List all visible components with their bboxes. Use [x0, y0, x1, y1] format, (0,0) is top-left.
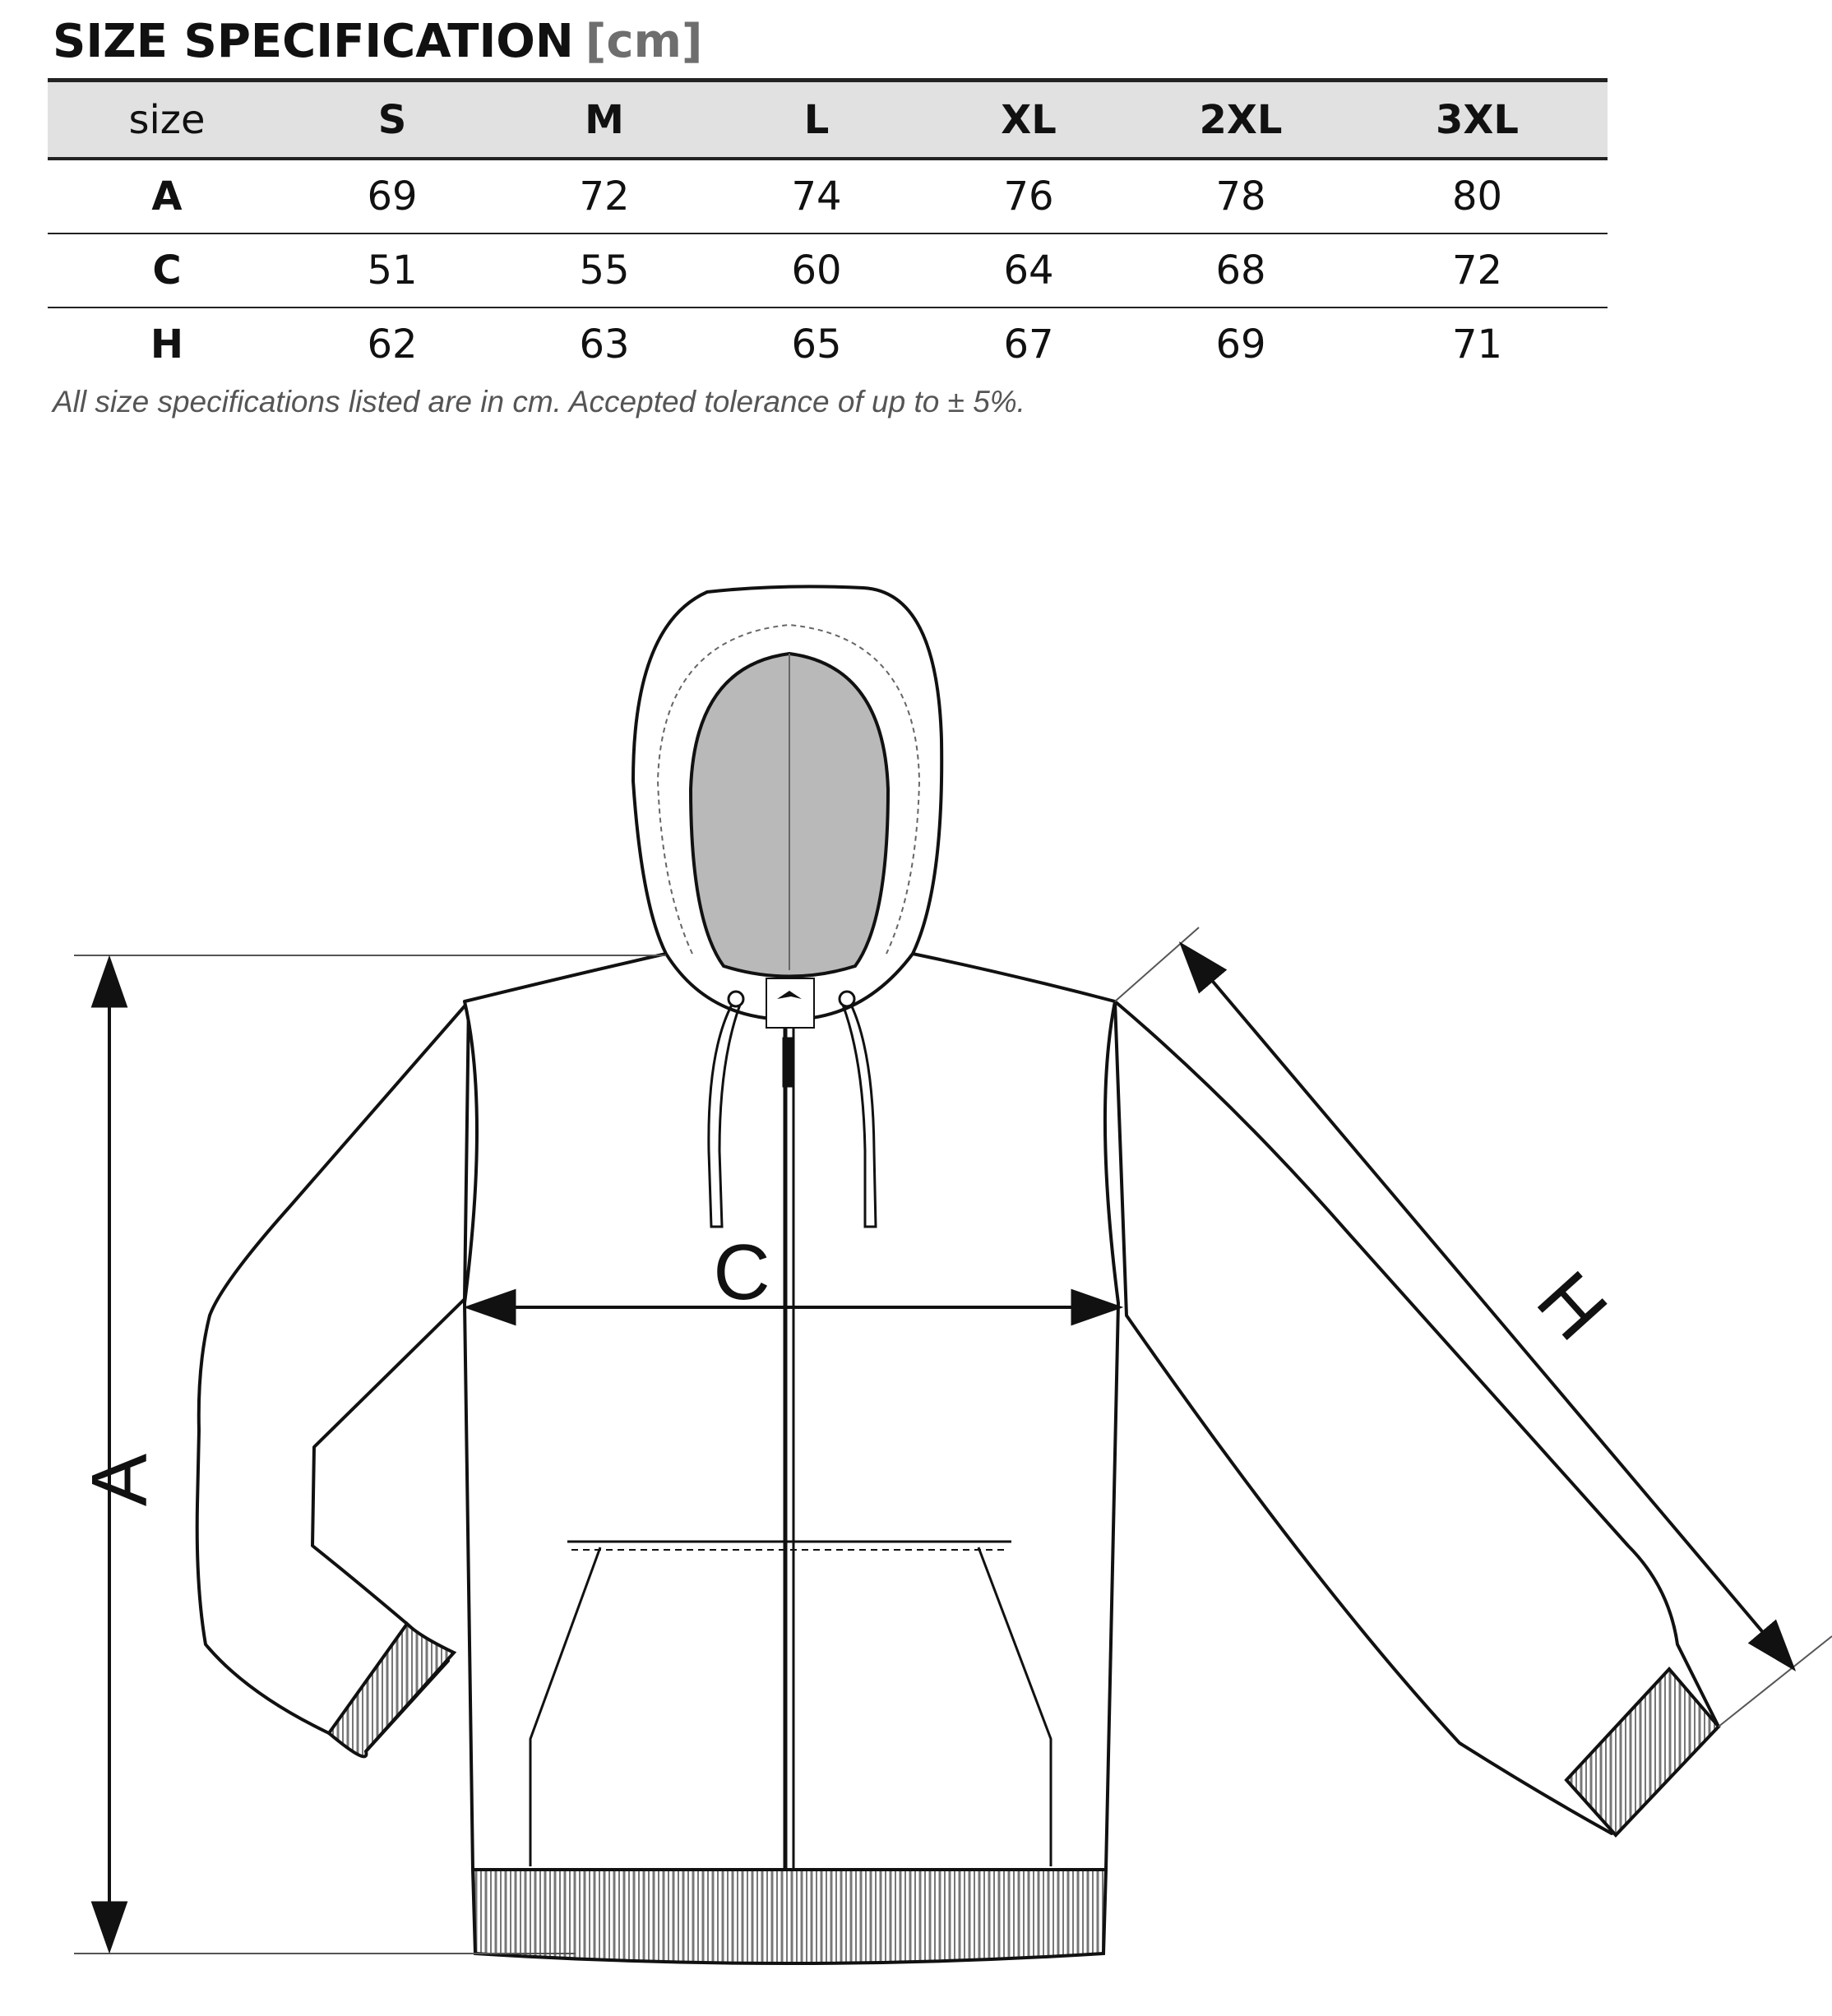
table-cell: 60 [710, 234, 923, 307]
table-cell: 51 [286, 234, 498, 307]
row-label: H [150, 321, 184, 368]
label-a: A [76, 1453, 164, 1507]
row-label: C [48, 234, 286, 307]
label-c: C [713, 1228, 770, 1316]
header-3xl: 3XL [1347, 81, 1608, 160]
row-label: A [48, 159, 286, 234]
table-cell: 69 [286, 159, 498, 234]
table-cell: 63 [579, 321, 630, 368]
guide-shoulder [1115, 927, 1199, 1001]
tolerance-note: All size specifications listed are in cm. Accepted tolerance of up to ± 5%. [53, 385, 1025, 418]
table-cell: 69 [1215, 321, 1266, 368]
table-cell: 64 [923, 234, 1135, 307]
title-unit: [cm] [585, 15, 703, 68]
title-main: SIZE SPECIFICATION [53, 15, 574, 68]
table-cell: 67 [1003, 321, 1054, 368]
table-cell: 72 [1347, 234, 1608, 307]
body-panel [465, 954, 1118, 1870]
waistband-rib [473, 1870, 1106, 1963]
header-m: M [498, 81, 710, 160]
header-xl: XL [923, 81, 1135, 160]
brand-label [766, 978, 814, 1028]
table-cell: 76 [923, 159, 1135, 234]
table-cell: 72 [498, 159, 710, 234]
table-cell: 78 [1135, 159, 1347, 234]
header-size: size [48, 81, 286, 160]
table-cell: 80 [1347, 159, 1608, 234]
table-cell: 55 [498, 234, 710, 307]
label-h: H [1520, 1255, 1624, 1357]
header-s: S [286, 81, 498, 160]
zipper-pull [783, 1038, 794, 1087]
right-sleeve [1115, 1001, 1719, 1833]
table-cell: 74 [710, 159, 923, 234]
table-cell: 68 [1135, 234, 1347, 307]
header-2xl: 2XL [1135, 81, 1347, 160]
header-l: L [710, 81, 923, 160]
guide-wrist [1719, 1636, 1832, 1727]
table-cell: 71 [1451, 321, 1503, 368]
table-cell: 65 [791, 321, 842, 368]
table-cell: 62 [367, 321, 418, 368]
